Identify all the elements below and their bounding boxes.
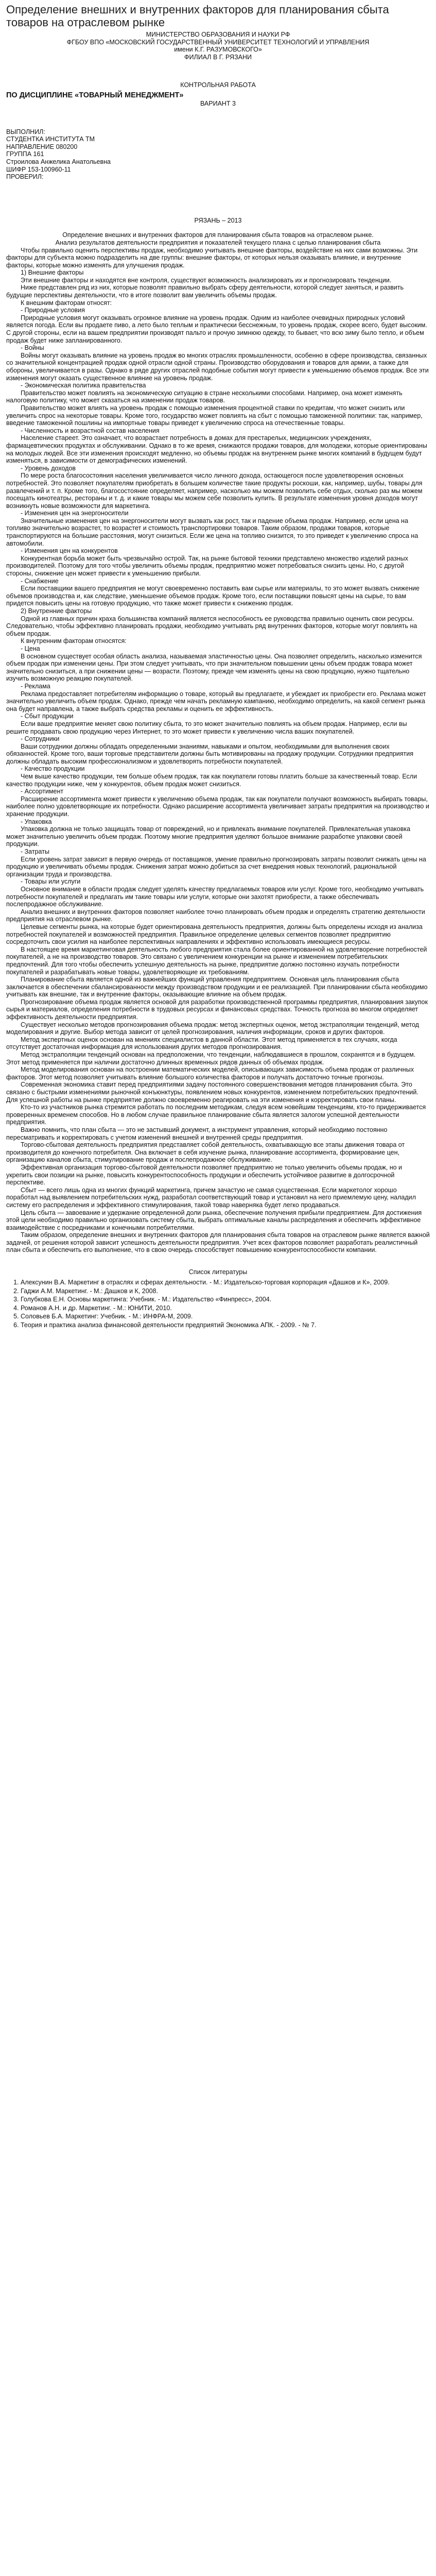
body-paragraph: Основное внимание в области продаж следует уделять качеству предлагаемых товаров или услуг. Кроме того, необходимо учитывать потребности покупателей и предлагать им такие товары или услуги, которые они захотят приобрести, а также обеспечивать послепродажное обслуживание. <box>6 885 424 908</box>
body-paragraph: Прогнозирование объема продаж является основой для разработки производственной программы предприятия, планирования закупок сырья и материалов, определения потребности в трудовых ресурсах и финансовых средствах. Точность прогноза во многом определяет эффективность деятельности предприятия. <box>6 998 428 1021</box>
body-paragraph: Ваши сотрудники должны обладать определенными знаниями, навыками и опытом, необходимыми для выполнения своих обязанностей. Кроме того, ваши торговые представители должны быть мотивированы на продажу продукции. Сотрудники предприятия должны обладать высоким профессионализмом и удовлетворять потребности покупателей. <box>6 742 414 765</box>
body-paragraph: Ниже представлен ряд из них, которые позволят правильно выбрать сферу деятельности, которой следует заняться, и развить будущие перспективы деятельности, что в итоге позволит вам увеличить объемы продаж. <box>6 284 404 299</box>
cipher-line: ШИФР 153-100960-11 <box>6 165 71 173</box>
body-paragraph: Одной из главных причин краха большинства компаний является неспособность ее руководства правильно оценить свои ресурсы. Следовательно, чтобы эффективно планировать продажи, необходимо учитывать ряд внутренних факторов, которые могут повлиять на объем продаж. <box>6 615 417 637</box>
author-name: Строилова Анжелика Анатольевна <box>6 158 111 165</box>
body-paragraph: Правительство может повлиять на экономическую ситуацию в стране несколькими способами. Например, она может изменять налоговую политику, что может сказаться на изменении продаж товаров. <box>6 389 403 404</box>
reference-item: 5. Соловьев Б.А. Маркетинг: Учебник. - М.: ИНФРА-М, 2009. <box>21 1313 430 1320</box>
author-block <box>6 128 430 181</box>
body-paragraph: Если уровень затрат зависит в первую очередь от поставщиков, умение правильно прогнозировать затраты позволит снижать цены на продукцию и увеличивать объемы продаж. Снижения затрат можно добиться за счет внедрения новых технологий, рациональной организации труда и производства. <box>6 855 426 878</box>
body-paragraph: 2) Внутренние факторы <box>21 607 92 615</box>
body-paragraph: - Товары или услуги <box>21 878 81 886</box>
body-paragraph: - Войны <box>21 344 44 352</box>
references-title: Список литературы <box>188 1268 248 1276</box>
body-paragraph: Эффективная организация торгово-сбытовой деятельности позволяет предприятию не только увеличить объемы продаж, но и укрепить свои позиции на рынке, повысить конкурентоспособность продукции и обеспечить устойчивое развитие в долгосрочной перспективе. <box>6 1163 403 1187</box>
variant: ВАРИАНТ 3 <box>200 99 236 107</box>
discipline-heading: ПО ДИСЦИПЛИНЕ «ТОВАРНЫЙ МЕНЕДЖМЕНТ» <box>6 91 184 99</box>
body-paragraph: Существует несколько методов прогнозирования объема продаж: метод экспертных оценок, метод экстраполяции тенденций, метод моделирования и другие. Выбор метода зависит от целей прогнозирования, наличия информации, сроков и других факторов. <box>6 1021 419 1036</box>
body-paragraph: Упаковка должна не только защищать товар от повреждений, но и привлекать внимание покупателей. Привлекательная упаковка может значительно увеличить объем продаж. Поэтому многие предприятия уделяют большое внимание разработке упаковки своей продукции. <box>6 825 411 848</box>
work-type: КОНТРОЛЬНАЯ РАБОТА <box>180 81 256 89</box>
body-paragraph: Таким образом, определение внешних и внутренних факторов для планирования сбыта товаров на отраслевом рынке является важной задачей, от решения которой зависит успешность деятельности предприятия. Учет всех факторов позволяет разработать реалистичный план сбыта и обеспечить его выполнение, что в свою очередь способствует повышению конкурентоспособности компании. <box>6 1231 430 1254</box>
reference-item: 4. Романов А.Н. и др. Маркетинг. - М.: ЮНИТИ, 2010. <box>21 1304 430 1312</box>
direction-line: НАПРАВЛЕНИЕ 080200 <box>6 143 78 150</box>
body-paragraph: - Сбыт продукции <box>21 713 74 720</box>
group-line: ГРУППА 161 <box>6 150 44 158</box>
body-paragraph: Определение внешних и внутренних факторов для планирования сбыта товаров на отраслевом рынке. <box>62 231 374 239</box>
document-title: Определение внешних и внутренних факторов для планирования сбыта товаров на отраслевом рынке <box>6 3 389 29</box>
body-paragraph: Чтобы правильно оценить перспективы продаж, необходимо учитывать внешние факторы, воздействие на них сами возможны. Эти факторы для субъекта можно подразделить на две группы: внешние факторы, от которых нельзя оказывать влияние, и внутренние факторы, которые можно изменять для улучшения продаж. <box>6 246 418 269</box>
reference-item: 2. Гаджи А.М. Маркетинг. - М.: Дашков и К, 2008. <box>21 1287 430 1295</box>
body-paragraph: - Цена <box>21 645 40 652</box>
body-paragraph: Метод экстраполяции тенденций основан на предположении, что тенденции, наблюдавшиеся в прошлом, сохранятся и в будущем. Этот метод применяется при наличии достаточно длинных временных рядов данных об объемах продаж. <box>6 1051 416 1066</box>
body-paragraph: Торгово-сбытовая деятельность предприятия представляет собой деятельность, охватывающую все этапы движения товара от производителя до конечного потребителя. Она включает в себя изучение рынка, планирование ассортимента, формирование цен, организацию каналов сбыта, стимулирование продаж и послепродажное обслуживание. <box>6 1141 405 1164</box>
body-paragraph: - Уровень доходов <box>21 464 76 472</box>
reference-item: 1. Алексунин В.А. Маркетинг в отраслях и сферах деятельности. - М.: Издательско-торговая корпорация «Дашков и К», 2009. <box>21 1279 430 1286</box>
body-paragraph: По мере роста благосостояния населения увеличивается число личного дохода, остающегося после удовлетворения основных потребностей. Это позволяет покупателям приобретать в большем количестве такие продукты роскоши, как, например, шубы, товары для развлечений и т. п. Кроме того, благосостояние определяет, например, насколько мы можем позволить себе отдых, сколько раз мы можем посещать кинотеатры, рестораны и т. д. и какие товары мы можем себе позволить купить. В результате изменения уровня доходов могут возникнуть новые возможности для маркетинга. <box>6 472 423 510</box>
body-paragraph: Если ваше предприятие меняет свою политику сбыта, то это может значительно повлиять на объем продаж. Например, если вы решите продавать свою продукцию через Интернет, то это может привести к увеличению числа ваших покупателей. <box>6 720 407 735</box>
body-paragraph: В настоящее время маркетинговая деятельность любого предприятия стала более ориентированной на удовлетворение потребностей покупателей, а не на производство товаров. Это связано с увеличением конкуренции на рынке и изменением потребительских предпочтений. Для того чтобы обеспечить успешную деятельность на рынке, предприятие должно постоянно изучать потребности покупателей и разрабатывать новые товары, удовлетворяющие их требованиям. <box>6 945 427 976</box>
body-paragraph: Метод экспертных оценок основан на мнениях специалистов в данной области. Этот метод применяется в тех случаях, когда отсутствует достаточная информация для использования других методов прогнозирования. <box>6 1036 397 1051</box>
body-paragraph: - Экономическая политика правительства <box>21 382 146 389</box>
branch-line: ФИЛИАЛ В Г. РЯЗАНИ <box>184 53 252 61</box>
body-paragraph: - Реклама <box>21 682 50 690</box>
body-paragraph: - Ассортимент <box>21 788 64 795</box>
body-paragraph: Современная экономика ставит перед предприятиями задачу постоянного совершенствования методов планирования сбыта. Это связано с быстрыми изменениями рыночной конъюнктуры, появлением новых конкурентов, изменением потребительских предпочтений. Для успешной работы на рынке предприятие должно своевременно реагировать на эти изменения и корректировать свои планы. <box>6 1081 418 1104</box>
body-paragraph: Чем выше качество продукции, тем больше объем продаж, так как покупатели готовы платить больше за качественный товар. Если качество продукции ниже, чем у конкурентов, объем продаж может снизиться. <box>6 773 417 788</box>
references-list <box>6 1279 430 1329</box>
body-paragraph: Кто-то из участников рынка стремится работать по последним методикам, следуя всем новейшим тенденциям, кто-то придерживается проверенных временем способов. Но в любом случае правильное планирование сбыта является залогом успешной деятельности предприятия. <box>6 1104 426 1126</box>
body-paragraph: К внутренним факторам относятся: <box>21 637 127 645</box>
body-paragraph: Правительство может влиять на уровень продаж с помощью изменения процентной ставки по кредитам, что может снизить или увеличить спрос на некоторые товары. Кроме того, государство может повлиять на сбыт с помощью таможенной политики: так, например, введение таможенной пошлины на импортные товары приведет к увеличению спроса на отечественные товары. <box>6 404 423 427</box>
body-paragraph: Важно помнить, что план сбыта — это не застывший документ, а инструмент управления, который необходимо постоянно пересматривать и корректировать с учетом изменений внешней и внутренней среды предприятия. <box>6 1126 388 1141</box>
body-paragraph: Расширение ассортимента может привести к увеличению объема продаж, так как покупатели получают возможность выбирать товары, наиболее полно удовлетворяющие их потребности. Однако расширение ассортимента увеличивает затраты предприятия на производство и хранение продукции. <box>6 795 429 818</box>
body-paragraph: 1) Внешние факторы <box>21 269 84 277</box>
body-paragraph: Реклама предоставляет потребителям информацию о товаре, который вы предлагаете, и убеждает их приобрести его. Реклама может значительно увеличить объем продаж. Однако, прежде чем начать рекламную кампанию, необходимо определить, на какой сегмент рынка она будет направлена, а также выбрать средства рекламы и оценить ее эффективность. <box>6 690 426 713</box>
body-paragraph: - Численность и возрастной состав населения <box>21 427 160 434</box>
university-line: ФГБОУ ВПО «МОСКОВСКИЙ ГОСУДАРСТВЕННЫЙ УНИВЕРСИТЕТ ТЕХНОЛОГИЙ И УПРАВЛЕНИЯ <box>66 38 370 46</box>
body-paragraph: Конкурентная борьба может быть чрезвычайно острой. Так, на рынке бытовой техники представлено множество изделий разных производителей. Поэтому для того чтобы увеличить объемы продаж, предприятию может потребоваться снизить цены. Но, с другой стороны, снижение цен может привести к уменьшению прибыли. <box>6 554 408 578</box>
body-paragraph: - Качество продукции <box>21 765 85 773</box>
body-paragraph: Если поставщики вашего предприятия не могут своевременно поставить вам сырье или материалы, то это может вызвать снижение объемов производства и, как следствие, уменьшение объемов продаж. Кроме того, если поставщики повысят цены на сырье, то вам придется повысить цены на готовую продукцию, что также может привести к снижению продаж. <box>6 585 420 607</box>
body-paragraph: Планирование сбыта является одной из важнейших функций управления предприятием. Основная цель планирования сбыта заключается в обеспечении сбалансированности между производством продукции и ее реализацией. При планировании сбыта необходимо учитывать как внешние, так и внутренние факторы, оказывающие влияние на объем продаж. <box>6 976 428 998</box>
body-paragraph: - Упаковка <box>21 818 52 825</box>
body-paragraph: - Затраты <box>21 848 49 855</box>
body-paragraph: Сбыт — всего лишь одна из многих функций маркетинга, причем зачастую не самая существенная. Если маркетолог хорошо поработал над выявлением потребительских нужд, разработал соответствующий товар и установил на него приемлемую цену, наладил систему его распределения и эффективного стимулирования, такой товар наверняка будет легко продаваться. <box>6 1186 416 1209</box>
body-paragraph: К внешним факторам относят: <box>21 299 112 307</box>
body-paragraph: Анализ результатов деятельности предприятия и показателей текущего плана с целью планирования сбыта <box>55 239 381 246</box>
body-paragraph: Анализ внешних и внутренних факторов позволяет наиболее точно планировать объем продаж и определять стратегию деятельности предприятия на отраслевом рынке. <box>6 908 425 923</box>
city-year: РЯЗАНЬ – 2013 <box>194 216 242 224</box>
checked-label: ПРОВЕРИЛ: <box>6 173 44 181</box>
body-paragraph: Войны могут оказывать влияние на уровень продаж во многих отраслях промышленности, особенно в сфере производства, связанных со значительной концентрацией продаж одной отрасли одной страны. Производство оборудования и товаров для армии, а также для обороны, увеличивается в разы. Однако в ряде других отраслей подобные события могут привести к уменьшению объемов продаж. Все эти изменения могут оказать существенное влияние на уровень продаж. <box>6 351 429 382</box>
body-paragraph: Значительные изменения цен на энергоносители могут вызвать как рост, так и падение объема продаж. Например, если цена на топливо значительно возрастет, то возрастет и стоимость транспортировки товаров. Таким образом, продажи товаров, которые транспортируются на большие расстояния, могут снизиться. Если же цена на топливо снизится, то это приведет к увеличению спроса на автомобили. <box>6 517 418 547</box>
body-paragraph: Метод моделирования основан на построении математических моделей, описывающих зависимость объема продаж от различных факторов. Этот метод позволяет учитывать влияние большого количества факторов и получать достаточно точные прогнозы. <box>6 1066 414 1081</box>
body-paragraph: - Изменения цен на энергоносители <box>21 510 129 517</box>
body-paragraph: Целевые сегменты рынка, на которые будет ориентирована деятельность предприятия, должны быть определены исходя из анализа потребностей покупателей и возможностей предприятия. Правильное определение целевых сегментов позволяет предприятию сосредоточить свои усилия на наиболее перспективных направлениях и эффективно использовать имеющиеся ресурсы. <box>6 923 423 946</box>
reference-item: 3. Голубкова Е.Н. Основы маркетинга: Учебник. - М.: Издательство «Финпресс», 2004. <box>21 1296 430 1303</box>
university-named-line: имени К.Г. РАЗУМОВСКОГО» <box>174 46 262 54</box>
body-paragraph: - Изменения цен на конкурентов <box>21 547 118 555</box>
student-line: СТУДЕНТКА ИНСТИТУТА ТМ <box>6 135 95 143</box>
body-paragraph: Цель сбыта — завоевание и удержание определенной доли рынка, обеспечение получения прибыли предприятием. Для достижения этой цели необходимо правильно организовать систему сбыта, выбрать оптимальные каналы распределения и обеспечить эффективное взаимодействие с посредниками и конечными потребителями. <box>6 1209 422 1231</box>
body-text <box>6 231 430 1254</box>
body-paragraph: В основном существует особая область анализа, называемая эластичностью цены. Она позволяет определить, насколько изменится объем продаж при изменении цены. При этом следует учитывать, что при значительном повышении цены объем продаж товара может значительно снизиться, а при снижении цены — возрасти. Поэтому, прежде чем изменять цены на свою продукцию, нужно тщательно изучить возможную реакцию покупателей. <box>6 652 422 683</box>
reference-item: 6. Теория и практика анализа финансовой деятельности предприятий Экономика АПК. - 2009. - № 7. <box>21 1321 430 1329</box>
performed-label: ВЫПОЛНИЛ: <box>6 128 45 135</box>
body-paragraph: - Сотрудники <box>21 735 60 743</box>
ministry-line: МИНИСТЕРСТВО ОБРАЗОВАНИЯ И НАУКИ РФ <box>146 31 290 38</box>
body-paragraph: - Снабжение <box>21 577 59 585</box>
body-paragraph: Эти внешние факторы и находятся вне контроля, существуют возможность анализировать их и прогнозировать тенденции. <box>21 276 392 284</box>
title-page-header <box>6 31 430 61</box>
body-paragraph: Природные условия могут оказывать огромное влияние на уровень продаж. Одним из наиболее очевидных природных условий является погода. Если вы продаете пиво, а лето было теплым и практически бесснежным, то уровень продаж, скорее всего, будет высоким. С другой стороны, если на вашем предприятии производят пальто и прочую зимнюю одежду, то бывает, что всю зиму было тепло, и объем продаж будет ниже запланированного. <box>6 314 427 344</box>
body-paragraph: Население стареет. Это означает, что возрастает потребность в домах для престарелых, медицинских учреждениях, фармацевтических продуктах и обслуживании. Однако в то же время, снижаются продажи товаров, для молодежи, которые ориентированы на молодых людей. Все эти изменения происходят медленно, но объемы продаж на внутреннем рынке многих компаний в будущем будут изменяться, в зависимости от демографических изменений. <box>6 434 427 465</box>
body-paragraph: - Природные условия <box>21 307 85 314</box>
